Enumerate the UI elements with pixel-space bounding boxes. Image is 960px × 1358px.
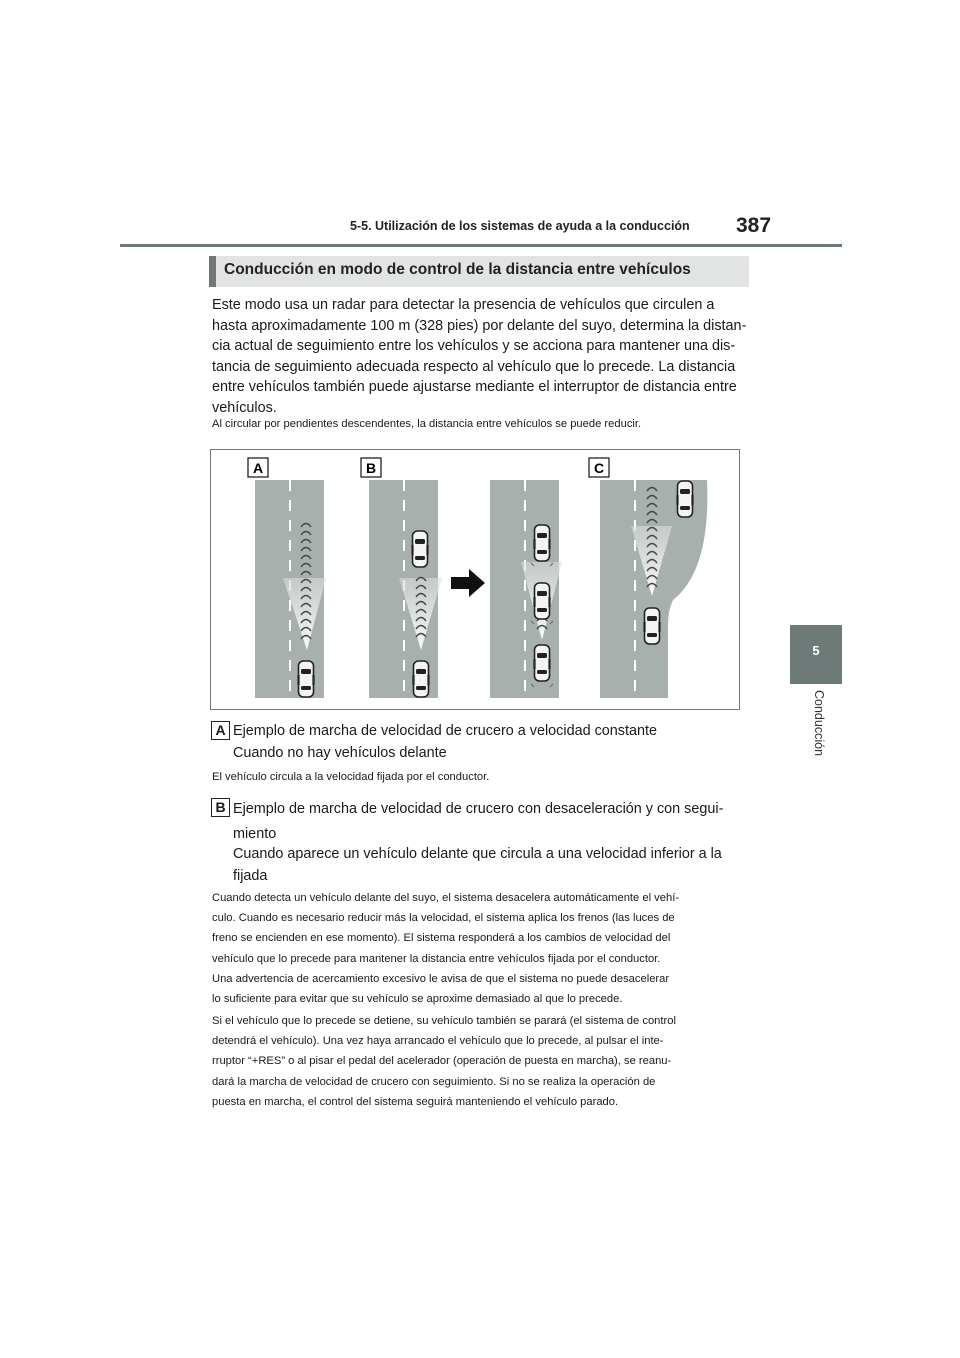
leading-car-b2 [535,525,550,561]
item-a-subtitle: Cuando no hay vehículos delante [233,745,447,761]
own-car-b [414,661,429,697]
figure-illustration [211,450,739,709]
svg-text:A: A [252,460,264,476]
item-b-subtitle: Cuando aparece un vehículo delante que circula a una velocidad inferior a la fijada [233,846,722,884]
leading-car-b [413,531,428,567]
item-b-note-2: Si el vehículo que lo precede se detiene, su vehículo también se parará (el sistema de control detendrá el vehículo). Una vez haya arrancado el vehículo que lo precede, al pulsar el inte- rruptor “+RES” o al pisar el pedal del acelerador (operación de puesta en marcha), se reanu- dará la marcha de velocidad de crucero con seguimiento. Si no se realiza la operación de puesta en marcha, el control del sistema seguirá manteniendo el vehículo parado. [212,1015,676,1108]
item-b-note-1: Cuando detecta un vehículo delante del suyo, el sistema desacelera automáticamente el vehí- culo. Cuando es necesario reducir más la velocidad, el sistema aplica los frenos (las luces de freno se encienden en ese momento). El sistema responderá a los cambios de velocidad del vehículo que lo precede para mantener la distancia entre vehículos fijada por el conductor. Una advertencia de acercamiento excesivo le avisa de que el sistema no puede desacelerar lo suficiente para evitar que su vehículo se aproxime demasiado al que lo precede. [212,892,680,1006]
road-a [255,480,326,698]
running-header: 5-5. Utilización de los sistemas de ayuda a la conducción [350,219,690,233]
svg-text:B: B [365,460,377,476]
following-car-b2 [535,645,550,681]
intro-note: Al circular por pendientes descendentes, la distancia entre vehículos se puede reducir. [212,418,642,430]
section-title: Conducción en modo de control de la distancia entre vehículos [224,261,691,278]
item-a-title: Ejemplo de marcha de velocidad de crucero a velocidad constante [233,723,657,739]
departing-car-c [678,481,693,517]
figure-label-b [361,458,381,477]
chapter-label: Conducción [812,690,826,757]
header-rule [120,244,842,247]
svg-text:C: C [593,460,605,476]
transition-arrow [451,569,485,597]
marker-a: A [211,721,230,740]
page-number: 387 [736,214,772,237]
own-car-c [645,608,660,644]
item-a-note: El vehículo circula a la velocidad fijada por el conductor. [212,771,490,783]
own-car-a [299,661,314,697]
item-b-title: Ejemplo de marcha de velocidad de crucero con desaceleración y con segui- miento [233,801,724,842]
intro-paragraph: Este modo usa un radar para detectar la presencia de vehículos que circulen a hasta aproximadamente 100 m (328 pies) por delante del suyo, determina la distan- cia actual de seguimiento entre los vehículos y se acciona para mantener una dis- tancia de seguimiento adecuada respecto al vehículo que lo precede. La distancia entre vehículos también puede ajustarse mediante el interruptor de distancia entre vehículos. [212,297,747,416]
road-b-deceleration [490,480,562,698]
road-b [369,480,442,698]
cruise-control-figure [210,449,740,710]
figure-label-a [248,458,268,477]
chapter-number: 5 [812,643,820,658]
road-c [600,480,707,698]
own-car-b2 [535,583,550,619]
marker-b: B [211,798,230,817]
figure-label-c [589,458,609,477]
